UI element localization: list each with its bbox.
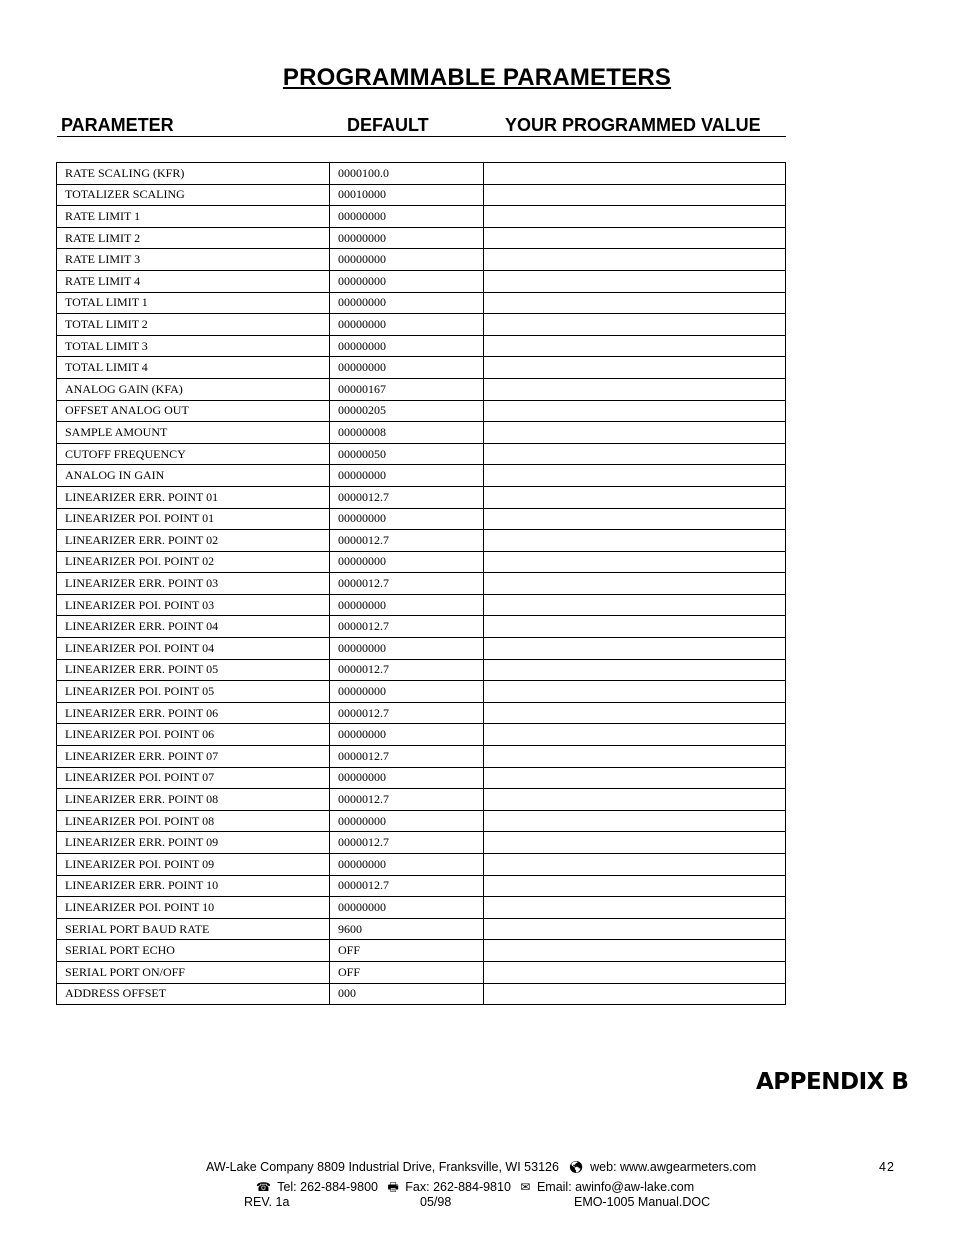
programmed-value-cell[interactable] — [484, 746, 786, 768]
default-value-cell: 00000000 — [330, 314, 484, 336]
programmed-value-cell[interactable] — [484, 422, 786, 444]
parameter-name-cell: TOTAL LIMIT 1 — [57, 292, 330, 314]
table-row — [57, 616, 786, 638]
programmed-value-cell[interactable] — [484, 918, 786, 940]
table-row — [57, 465, 786, 487]
table-row — [57, 724, 786, 746]
table-row — [57, 940, 786, 962]
programmed-value-cell[interactable] — [484, 292, 786, 314]
programmed-value-cell[interactable] — [484, 724, 786, 746]
programmed-value-cell[interactable] — [484, 983, 786, 1005]
parameter-name-cell: TOTAL LIMIT 4 — [57, 357, 330, 379]
table-row — [57, 789, 786, 811]
table-row — [57, 746, 786, 768]
column-headers — [57, 114, 786, 137]
table-row — [57, 227, 786, 249]
table-row — [57, 184, 786, 206]
footer-rev: REV. 1a — [244, 1195, 290, 1209]
programmed-value-cell[interactable] — [484, 357, 786, 379]
parameter-name-cell: ANALOG IN GAIN — [57, 465, 330, 487]
parameter-name-cell: LINEARIZER ERR. POINT 02 — [57, 530, 330, 552]
programmed-value-cell[interactable] — [484, 206, 786, 228]
parameter-name-cell: CUTOFF FREQUENCY — [57, 443, 330, 465]
default-value-cell: 0000012.7 — [330, 832, 484, 854]
default-value-cell: 00000000 — [330, 270, 484, 292]
parameter-name-cell: LINEARIZER POI. POINT 07 — [57, 767, 330, 789]
footer-date: 05/98 — [420, 1195, 452, 1209]
default-value-cell: 00000000 — [330, 854, 484, 876]
parameter-name-cell: RATE LIMIT 3 — [57, 249, 330, 271]
programmed-value-cell[interactable] — [484, 940, 786, 962]
default-value-cell: 0000012.7 — [330, 789, 484, 811]
table-row — [57, 702, 786, 724]
programmed-value-cell[interactable] — [484, 335, 786, 357]
table-row — [57, 810, 786, 832]
programmed-value-cell[interactable] — [484, 378, 786, 400]
programmed-value-cell[interactable] — [484, 508, 786, 530]
table-row — [57, 875, 786, 897]
table-row — [57, 594, 786, 616]
parameter-name-cell: LINEARIZER POI. POINT 09 — [57, 854, 330, 876]
default-value-cell: 0000012.7 — [330, 573, 484, 595]
programmed-value-cell[interactable] — [484, 875, 786, 897]
parameters-table — [56, 162, 786, 1005]
table-row — [57, 832, 786, 854]
table-row — [57, 443, 786, 465]
parameter-name-cell: LINEARIZER ERR. POINT 08 — [57, 789, 330, 811]
parameter-name-cell: LINEARIZER POI. POINT 03 — [57, 594, 330, 616]
table-row — [57, 400, 786, 422]
email-icon: ✉ — [520, 1180, 531, 1194]
footer-email: Email: awinfo@aw-lake.com — [536, 1180, 695, 1194]
default-value-cell: 00010000 — [330, 184, 484, 206]
default-value-cell: 0000012.7 — [330, 616, 484, 638]
fax-icon: 🖶︎ — [387, 1180, 399, 1194]
parameter-name-cell: RATE LIMIT 1 — [57, 206, 330, 228]
table-row — [57, 767, 786, 789]
default-value-cell: 00000167 — [330, 378, 484, 400]
footer-line-1 — [206, 1160, 756, 1174]
table-row — [57, 961, 786, 983]
parameter-name-cell: SERIAL PORT BAUD RATE — [57, 918, 330, 940]
footer-company: AW-Lake Company 8809 Industrial Drive, Franksville, WI 53126 — [206, 1160, 559, 1174]
programmed-value-cell[interactable] — [484, 249, 786, 271]
parameter-name-cell: LINEARIZER POI. POINT 10 — [57, 897, 330, 919]
footer-tel: Tel: 262-884-9800 — [277, 1180, 378, 1194]
table-row — [57, 206, 786, 228]
globe-icon: 🌎︎ — [568, 1160, 584, 1174]
programmed-value-cell[interactable] — [484, 961, 786, 983]
programmed-value-cell[interactable] — [484, 659, 786, 681]
parameter-name-cell: LINEARIZER ERR. POINT 10 — [57, 875, 330, 897]
programmed-value-cell[interactable] — [484, 163, 786, 185]
programmed-value-cell[interactable] — [484, 443, 786, 465]
parameter-name-cell: RATE LIMIT 2 — [57, 227, 330, 249]
table-row — [57, 551, 786, 573]
parameter-name-cell: ANALOG GAIN (KFA) — [57, 378, 330, 400]
programmed-value-cell[interactable] — [484, 854, 786, 876]
page-title: PROGRAMMABLE PARAMETERS — [282, 64, 672, 91]
table-row — [57, 918, 786, 940]
default-value-cell: OFF — [330, 940, 484, 962]
default-value-cell: 000 — [330, 983, 484, 1005]
parameter-name-cell: TOTAL LIMIT 2 — [57, 314, 330, 336]
table-row — [57, 983, 786, 1005]
header-default: DEFAULT — [347, 115, 429, 135]
parameter-name-cell: RATE SCALING (KFR) — [57, 163, 330, 185]
default-value-cell: 00000205 — [330, 400, 484, 422]
default-value-cell: 00000000 — [330, 681, 484, 703]
table-row — [57, 681, 786, 703]
default-value-cell: 00000000 — [330, 638, 484, 660]
programmed-value-cell[interactable] — [484, 638, 786, 660]
table-row — [57, 378, 786, 400]
default-value-cell: 00000008 — [330, 422, 484, 444]
programmed-value-cell[interactable] — [484, 270, 786, 292]
parameter-name-cell: TOTAL LIMIT 3 — [57, 335, 330, 357]
header-programmed-value: YOUR PROGRAMMED VALUE — [505, 115, 761, 135]
parameter-name-cell: LINEARIZER ERR. POINT 03 — [57, 573, 330, 595]
default-value-cell: 00000000 — [330, 724, 484, 746]
default-value-cell: 00000000 — [330, 335, 484, 357]
parameter-name-cell: SAMPLE AMOUNT — [57, 422, 330, 444]
table-row — [57, 163, 786, 185]
parameter-name-cell: LINEARIZER POI. POINT 02 — [57, 551, 330, 573]
default-value-cell: 00000000 — [330, 810, 484, 832]
footer-web: web: www.awgearmeters.com — [590, 1160, 757, 1174]
programmed-value-cell[interactable] — [484, 810, 786, 832]
programmed-value-cell[interactable] — [484, 681, 786, 703]
default-value-cell: 00000000 — [330, 249, 484, 271]
default-value-cell: 00000000 — [330, 508, 484, 530]
parameter-name-cell: LINEARIZER POI. POINT 06 — [57, 724, 330, 746]
table-row — [57, 659, 786, 681]
programmed-value-cell[interactable] — [484, 897, 786, 919]
default-value-cell: 00000000 — [330, 767, 484, 789]
table-row — [57, 357, 786, 379]
table-row — [57, 897, 786, 919]
programmed-value-cell[interactable] — [484, 184, 786, 206]
parameter-name-cell: RATE LIMIT 4 — [57, 270, 330, 292]
default-value-cell: 00000000 — [330, 551, 484, 573]
programmed-value-cell[interactable] — [484, 551, 786, 573]
parameter-name-cell: LINEARIZER ERR. POINT 05 — [57, 659, 330, 681]
parameter-name-cell: ADDRESS OFFSET — [57, 983, 330, 1005]
programmed-value-cell[interactable] — [484, 832, 786, 854]
programmed-value-cell[interactable] — [484, 767, 786, 789]
parameter-name-cell: LINEARIZER ERR. POINT 09 — [57, 832, 330, 854]
default-value-cell: 0000012.7 — [330, 486, 484, 508]
parameter-name-cell: SERIAL PORT ON/OFF — [57, 961, 330, 983]
table-row — [57, 486, 786, 508]
table-row — [57, 249, 786, 271]
programmed-value-cell[interactable] — [484, 594, 786, 616]
parameter-name-cell: LINEARIZER POI. POINT 05 — [57, 681, 330, 703]
parameter-name-cell: OFFSET ANALOG OUT — [57, 400, 330, 422]
programmed-value-cell[interactable] — [484, 227, 786, 249]
table-row — [57, 270, 786, 292]
default-value-cell: 0000012.7 — [330, 746, 484, 768]
parameter-name-cell: LINEARIZER ERR. POINT 07 — [57, 746, 330, 768]
header-parameter: PARAMETER — [61, 115, 174, 135]
parameter-name-cell: LINEARIZER POI. POINT 08 — [57, 810, 330, 832]
programmed-value-cell[interactable] — [484, 616, 786, 638]
phone-icon: ☎ — [256, 1180, 271, 1194]
default-value-cell: 00000000 — [330, 292, 484, 314]
parameter-name-cell: LINEARIZER ERR. POINT 04 — [57, 616, 330, 638]
footer-doc: EMO-1005 Manual.DOC — [574, 1195, 711, 1209]
programmed-value-cell[interactable] — [484, 314, 786, 336]
parameter-name-cell: TOTALIZER SCALING — [57, 184, 330, 206]
table-row — [57, 573, 786, 595]
programmed-value-cell[interactable] — [484, 702, 786, 724]
default-value-cell: 0000100.0 — [330, 163, 484, 185]
programmed-value-cell[interactable] — [484, 465, 786, 487]
parameter-name-cell: LINEARIZER ERR. POINT 01 — [57, 486, 330, 508]
page-number: 42 — [879, 1160, 895, 1174]
default-value-cell: 00000050 — [330, 443, 484, 465]
default-value-cell: 0000012.7 — [330, 875, 484, 897]
footer-fax: Fax: 262-884-9810 — [405, 1180, 511, 1194]
table-row — [57, 335, 786, 357]
default-value-cell: 00000000 — [330, 594, 484, 616]
default-value-cell: 00000000 — [330, 357, 484, 379]
default-value-cell: 0000012.7 — [330, 702, 484, 724]
programmed-value-cell[interactable] — [484, 400, 786, 422]
parameter-name-cell: LINEARIZER POI. POINT 04 — [57, 638, 330, 660]
parameter-name-cell: LINEARIZER POI. POINT 01 — [57, 508, 330, 530]
table-row — [57, 508, 786, 530]
table-row — [57, 530, 786, 552]
table-row — [57, 314, 786, 336]
default-value-cell: 00000000 — [330, 206, 484, 228]
appendix-label: APPENDIX B — [756, 1069, 909, 1095]
table-row — [57, 854, 786, 876]
table-row — [57, 422, 786, 444]
default-value-cell: OFF — [330, 961, 484, 983]
default-value-cell: 0000012.7 — [330, 530, 484, 552]
programmed-value-cell[interactable] — [484, 530, 786, 552]
default-value-cell: 9600 — [330, 918, 484, 940]
table-row — [57, 292, 786, 314]
default-value-cell: 0000012.7 — [330, 659, 484, 681]
programmed-value-cell[interactable] — [484, 486, 786, 508]
programmed-value-cell[interactable] — [484, 789, 786, 811]
default-value-cell: 00000000 — [330, 227, 484, 249]
parameters-table-body — [57, 163, 786, 1005]
programmed-value-cell[interactable] — [484, 573, 786, 595]
parameter-name-cell: SERIAL PORT ECHO — [57, 940, 330, 962]
parameter-name-cell: LINEARIZER ERR. POINT 06 — [57, 702, 330, 724]
table-row — [57, 638, 786, 660]
default-value-cell: 00000000 — [330, 465, 484, 487]
default-value-cell: 00000000 — [330, 897, 484, 919]
